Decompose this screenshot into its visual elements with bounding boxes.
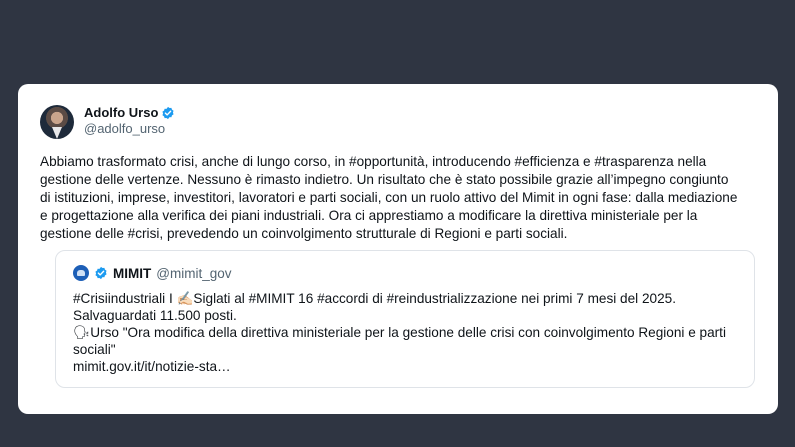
quoted-verified-badge-icon: [94, 266, 108, 280]
quoted-line: 🗣Urso "Ora modifica della direttiva ministeriale per la gestione delle crisi con coinvolgimento Regioni e parti sociali": [73, 325, 726, 357]
quoted-text: [73, 290, 748, 375]
avatar-detail: [52, 127, 62, 139]
tweet-author[interactable]: [40, 105, 175, 139]
avatar[interactable]: [40, 105, 74, 139]
quoted-tweet[interactable]: [55, 250, 755, 388]
author-names: [84, 105, 175, 137]
quoted-display-name[interactable]: MIMIT: [113, 265, 152, 281]
verified-badge-icon: [161, 106, 175, 120]
quoted-author[interactable]: [73, 265, 231, 281]
quoted-line: Salvaguardati 11.500 posti.: [73, 308, 237, 323]
quoted-line: #Crisiindustriali I ✍🏻Siglati al #MIMIT 16 #accordi di #reindustrializzazione nei primi 7 mesi del 2025.: [73, 291, 676, 306]
tweet-text: Abbiamo trasformato crisi, anche di lungo corso, in #opportunità, introducendo #efficienza e #trasparenza nella gestione delle vertenze. Nessuno è rimasto indietro. Un risultato che è stato possibile grazie all’impegno congiunto di istituzioni, imprese, investitori, lavoratori e parti sociali, con un ruolo attivo del Mimit in ogni fase: dalla mediazione e progettazione alla verifica dei piani industriali. Ora ci apprestiamo a modificare la direttiva ministeriale per la gestione delle #crisi, prevedendo un coinvolgimento strutturale di Regioni e parti sociali.: [40, 154, 738, 241]
quoted-link[interactable]: mimit.gov.it/it/notizie-sta…: [73, 359, 231, 374]
mimit-logo-icon: [77, 270, 85, 276]
quoted-avatar[interactable]: [73, 265, 89, 281]
author-handle[interactable]: @adolfo_urso: [84, 121, 166, 136]
tweet-card: [18, 84, 778, 414]
quoted-handle[interactable]: @mimit_gov: [156, 265, 232, 281]
author-display-name[interactable]: Adolfo Urso: [84, 105, 159, 120]
author-display-name-row[interactable]: [84, 105, 175, 121]
